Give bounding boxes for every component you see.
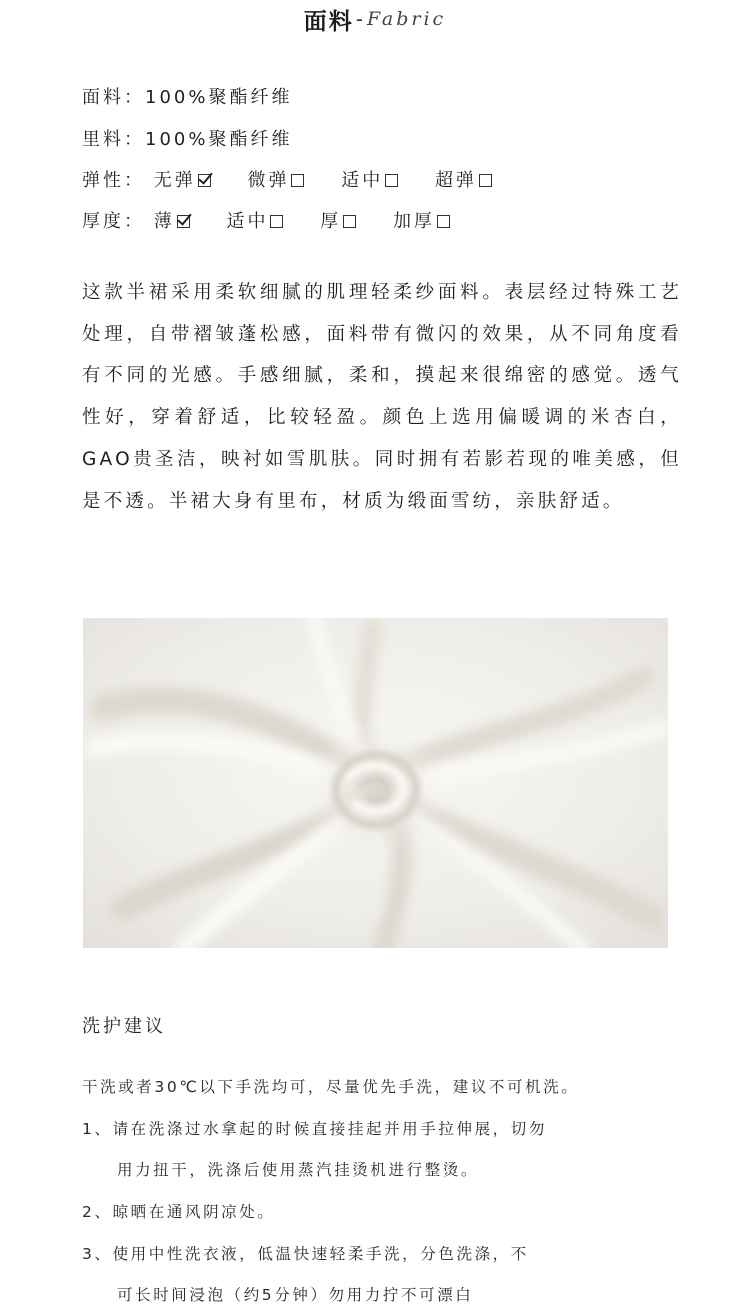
spec-fabric-label: 面料： — [82, 87, 145, 108]
care-item-text: 请在洗涤过水拿起的时候直接挂起并用手拉伸展，切勿 — [112, 1120, 547, 1138]
checkbox-icon — [437, 215, 450, 228]
elasticity-option — [247, 166, 304, 196]
spec-lining-label: 里料： — [82, 129, 145, 150]
option-label: 加厚 — [392, 211, 435, 232]
elasticity-option — [341, 166, 398, 196]
option-label: 无弹 — [153, 170, 196, 191]
care-item-1 — [82, 1117, 547, 1139]
thickness-option — [393, 207, 450, 237]
checkbox-icon — [479, 174, 492, 187]
title-separator: - — [355, 7, 364, 31]
care-item-1-continued: 用力扭干，洗涤后使用蒸汽挂烫机进行整烫。 — [117, 1161, 480, 1179]
spec-thickness — [82, 207, 450, 237]
checkbox-icon — [198, 174, 211, 187]
spec-fabric-value: 100%聚酯纤维 — [145, 87, 293, 108]
option-label: 薄 — [153, 211, 175, 232]
option-label: 超弹 — [434, 170, 477, 191]
spec-elasticity — [82, 166, 492, 196]
option-label: 适中 — [341, 170, 384, 191]
care-item-num: 3、 — [82, 1245, 113, 1263]
care-item-text: 晾晒在通风阴凉处。 — [112, 1203, 276, 1221]
thickness-option — [154, 207, 190, 237]
spec-fabric — [82, 83, 292, 113]
checkbox-icon — [385, 174, 398, 187]
care-item-num: 2、 — [82, 1203, 113, 1221]
option-label: 微弹 — [247, 170, 290, 191]
care-item-text: 使用中性洗衣液，低温快速轻柔手洗，分色洗涤，不 — [112, 1245, 529, 1263]
spec-lining-value: 100%聚酯纤维 — [145, 129, 293, 150]
option-label: 厚 — [320, 211, 342, 232]
section-title-en: Fabric — [367, 8, 447, 30]
section-title-cn: 面料 — [303, 8, 354, 35]
care-item-3 — [82, 1242, 529, 1264]
fabric-swirl-image — [83, 618, 668, 948]
product-description: 这款半裙采用柔软细腻的肌理轻柔纱面料。表层经过特殊工艺处理，自带褶皱蓬松感，面料带有微闪的效果，从不同角度看有不同的光感。手感细腻，柔和，摸起来很绵密的感觉。透气性好，穿着舒适，比较轻盈。颜色上选用偏暖调的米杏白，GAO贵圣洁，映衬如雪肌肤。同时拥有若影若现的唯美感，但是不透。半裙大身有里布，材质为缎面雪纺，亲肤舒适。 — [82, 282, 682, 512]
option-label: 适中 — [226, 211, 269, 232]
thickness-option — [226, 207, 283, 237]
checkbox-icon — [270, 215, 283, 228]
care-item-3-continued: 可长时间浸泡（约5分钟）勿用力拧不可漂白 — [117, 1286, 474, 1304]
spec-thickness-label: 厚度： — [82, 211, 145, 232]
care-intro: 干洗或者30℃以下手洗均可，尽量优先手洗，建议不可机洗。 — [82, 1078, 580, 1096]
checkbox-icon — [291, 174, 304, 187]
thickness-option — [320, 207, 356, 237]
care-title: 洗护建议 — [82, 1016, 166, 1037]
checkbox-icon — [177, 215, 190, 228]
checkbox-icon — [343, 215, 356, 228]
swirl-center — [306, 720, 446, 860]
section-header — [0, 2, 750, 36]
fabric-photo — [83, 618, 668, 948]
care-item-2 — [82, 1200, 275, 1222]
spec-lining — [82, 125, 292, 155]
elasticity-option — [435, 166, 492, 196]
elasticity-option — [154, 166, 211, 196]
spec-elasticity-label: 弹性： — [82, 170, 145, 191]
care-item-num: 1、 — [82, 1120, 113, 1138]
